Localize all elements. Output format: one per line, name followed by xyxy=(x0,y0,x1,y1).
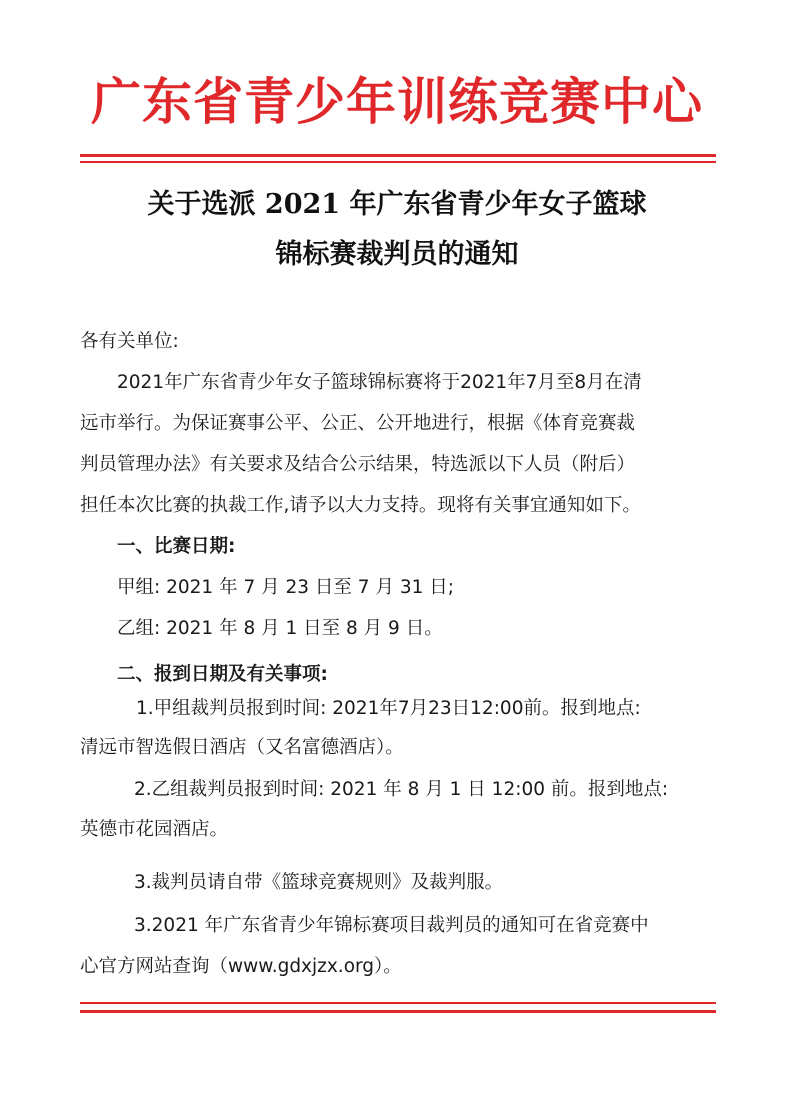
intro-line-1: 2021年广东省青少年女子篮球锦标赛将于2021年7月至8月在清 xyxy=(117,372,642,393)
org-letterhead-title: 广东省青少年训练竞赛中心 xyxy=(91,72,703,131)
intro-line-3: 判员管理办法》有关要求及结合公示结果，特选派以下人员（附后） xyxy=(80,454,636,475)
footer-rule-thin xyxy=(80,1002,716,1004)
section2-item1-line1: 1.甲组裁判员报到时间: 2021年7月23日12:00前。报到地点: xyxy=(136,698,641,719)
salutation: 各有关单位: xyxy=(80,331,179,352)
notice-title-line1: 关于选派 2021 年广东省青少年女子篮球 xyxy=(147,189,647,220)
letterhead-rule-thin xyxy=(80,161,716,163)
section2-item3: 3.裁判员请自带《篮球竞赛规则》及裁判服。 xyxy=(134,872,504,893)
notice-title-line2: 锦标赛裁判员的通知 xyxy=(275,239,519,270)
section1-heading: 一、比赛日期: xyxy=(117,536,236,557)
letterhead-rule-thick xyxy=(80,154,716,157)
section2-item1-line2: 清远市智选假日酒店（又名富德酒店）。 xyxy=(80,737,404,758)
section1-group-a: 甲组: 2021 年 7 月 23 日至 7 月 31 日; xyxy=(117,577,454,598)
section2-item2-line2: 英德市花园酒店。 xyxy=(80,819,229,840)
section2-item2-line1: 2.乙组裁判员报到时间: 2021 年 8 月 1 日 12:00 前。报到地点: xyxy=(134,779,669,800)
section2-heading: 二、报到日期及有关事项: xyxy=(117,664,328,685)
footer-rule-thick xyxy=(80,1010,716,1013)
section1-group-b: 乙组: 2021 年 8 月 1 日至 8 月 9 日。 xyxy=(117,618,443,639)
intro-line-2: 远市举行。为保证赛事公平、公正、公开地进行，根据《体育竞赛裁 xyxy=(80,413,636,434)
section2-item4-line2: 心官方网站查询（www.gdxjzx.org）。 xyxy=(80,956,402,977)
section2-item4-line1: 3.2021 年广东省青少年锦标赛项目裁判员的通知可在省竞赛中 xyxy=(134,915,649,936)
intro-line-4: 担任本次比赛的执裁工作,请予以大力支持。现将有关事宜通知如下。 xyxy=(80,495,641,516)
